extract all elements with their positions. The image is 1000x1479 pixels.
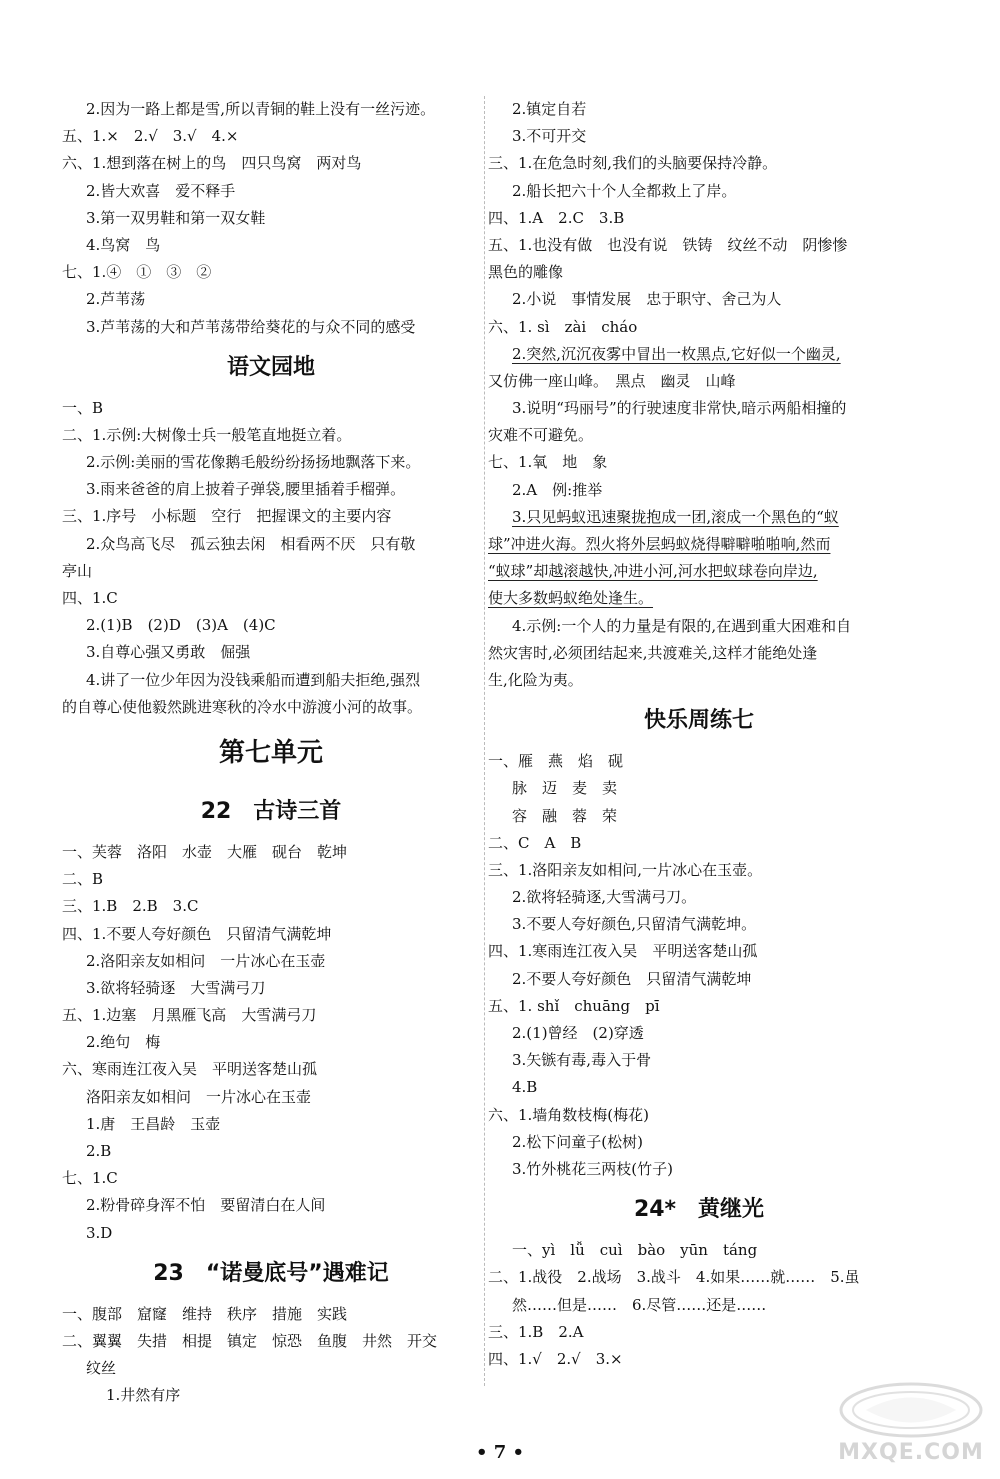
answer-line: 三、1.序号 小标题 空行 把握课文的主要内容 xyxy=(62,507,392,526)
right-column xyxy=(488,96,910,1373)
answer-line: 又仿佛一座山峰。 黑点 幽灵 山峰 xyxy=(488,371,736,390)
answer-line: 3.只见蚂蚁迅速聚拢抱成一团,滚成一个黑色的“蚁 xyxy=(512,507,839,526)
answer-line: 脉 迈 麦 卖 xyxy=(512,779,618,798)
answer-line: 4.鸟窝 鸟 xyxy=(86,235,161,254)
answer-line: 三、1.B 2.A xyxy=(488,1322,584,1341)
answer-line: 六、寒雨连江夜入吴 平明送客楚山孤 xyxy=(62,1060,318,1079)
answer-line: 二、C A B xyxy=(488,833,582,852)
answer-line: 二、翼翼 失措 相提 镇定 惊恐 鱼腹 井然 开交 xyxy=(62,1331,438,1350)
answer-line: 亭山 xyxy=(62,561,93,580)
answer-line: 2.皆大欢喜 爱不释手 xyxy=(86,181,236,200)
answer-line: 纹丝 xyxy=(86,1359,117,1378)
answer-line: 2.不要人夸好颜色 只留清气满乾坤 xyxy=(512,969,752,988)
answer-line: 2.松下问童子(松树) xyxy=(512,1132,644,1151)
answer-line: 二、1.战役 2.战场 3.战斗 4.如果……就…… 5.虽 xyxy=(488,1268,860,1287)
page-number: • 7 • xyxy=(475,1442,525,1463)
answer-line: 灾难不可避免。 xyxy=(488,426,594,445)
section-heading: 第七单元 xyxy=(218,737,323,768)
answer-line: 六、1.想到落在树上的鸟 四只鸟窝 两对鸟 xyxy=(62,154,362,173)
answer-line: 3.说明“玛丽号”的行驶速度非常快,暗示两船相撞的 xyxy=(512,399,847,418)
answer-line: 3.不可开交 xyxy=(512,127,587,146)
answer-line: 一、yì lǚ cuì bào yūn táng xyxy=(512,1241,758,1260)
answer-line: 三、1.B 2.B 3.C xyxy=(62,897,199,916)
answer-line: 七、1.④ ① ③ ② xyxy=(62,263,212,282)
answer-line: 4.B xyxy=(512,1078,538,1097)
answer-line: 3.雨来爸爸的肩上披着子弹袋,腰里插着手榴弹。 xyxy=(86,480,406,499)
section-heading: 24* 黄继光 xyxy=(633,1197,765,1223)
answer-line: 四、1.√ 2.√ 3.× xyxy=(488,1349,623,1368)
answer-line: 容 融 蓉 荣 xyxy=(512,806,618,825)
answer-line: 二、1.示例:大树像士兵一般笔直地挺立着。 xyxy=(62,425,352,444)
column-divider xyxy=(484,96,486,1386)
answer-line: 一、腹部 窟窿 维持 秩序 措施 实践 xyxy=(62,1304,348,1323)
answer-line: 四、1.不要人夸好颜色 只留清气满乾坤 xyxy=(62,924,332,943)
answer-line: 2.绝句 梅 xyxy=(86,1033,161,1052)
answer-line: 一、芙蓉 洛阳 水壶 大雁 砚台 乾坤 xyxy=(62,842,348,861)
answer-line: 黑色的雕像 xyxy=(488,263,564,282)
answer-line: 2.镇定自若 xyxy=(512,100,587,118)
answer-line: 2.洛阳亲友如相问 一片冰心在玉壶 xyxy=(86,951,326,970)
answer-line: 2.B xyxy=(86,1142,112,1160)
answer-line: 2.粉骨碎身浑不怕 要留清白在人间 xyxy=(86,1196,326,1215)
section-heading: 语文园地 xyxy=(226,354,315,380)
answer-line: 的自尊心使他毅然跳进寒秋的冷水中游渡小河的故事。 xyxy=(62,697,423,716)
answer-line: 2.芦苇荡 xyxy=(86,290,146,309)
answer-line: 1.井然有序 xyxy=(106,1386,181,1405)
answer-line: 五、1.也没有做 也没有说 铁铸 纹丝不动 阴惨惨 xyxy=(488,235,848,254)
answer-line: 2.因为一路上都是雪,所以青铜的鞋上没有一丝污迹。 xyxy=(86,100,436,118)
answer-line: 2.A 例:推举 xyxy=(512,480,603,499)
section-heading: 22 古诗三首 xyxy=(200,798,342,824)
answer-line: 一、B xyxy=(62,398,104,417)
answer-line: 2.(1)曾经 (2)穿透 xyxy=(512,1024,644,1042)
answer-line: 2.小说 事情发展 忠于职守、舍己为人 xyxy=(512,290,782,309)
answer-line: 洛阳亲友如相问 一片冰心在玉壶 xyxy=(86,1087,312,1106)
answer-line: 五、1.× 2.√ 3.√ 4.× xyxy=(62,127,239,146)
answer-line: 四、1.A 2.C 3.B xyxy=(488,208,625,227)
section-heading: 23 “诺曼底号”遇难记 xyxy=(153,1260,389,1286)
answer-line: 生,化险为夷。 xyxy=(488,670,583,689)
answer-line: 七、1.氧 地 象 xyxy=(488,453,608,472)
left-column xyxy=(62,96,480,1410)
answer-line: 4.示例:一个人的力量是有限的,在遇到重大困难和自 xyxy=(512,616,852,635)
answer-line: 然灾害时,必须团结起来,共渡难关,这样才能绝处逢 xyxy=(488,643,818,662)
answer-line: 二、B xyxy=(62,870,104,889)
answer-line: 五、1.边塞 月黑雁飞高 大雪满弓刀 xyxy=(62,1006,317,1025)
answer-line: 球”冲进火海。烈火将外层蚂蚁烧得噼噼啪啪响,然而 xyxy=(488,535,831,553)
watermark-logo-icon xyxy=(836,1380,986,1440)
answer-line: 3.竹外桃花三两枝(竹子) xyxy=(512,1159,674,1178)
answer-line: 3.矢镞有毒,毒入于骨 xyxy=(512,1051,652,1070)
answer-line: 四、1.寒雨连江夜入吴 平明送客楚山孤 xyxy=(488,942,758,961)
answer-line: 三、1.洛阳亲友如相问,一片冰心在玉壶。 xyxy=(488,860,763,879)
answer-line: 使大多数蚂蚁绝处逢生。 xyxy=(488,589,654,608)
answer-line: 3.不要人夸好颜色,只留清气满乾坤。 xyxy=(512,915,757,934)
watermark xyxy=(836,1380,986,1472)
answer-line: “蚁球”却越滚越快,冲进小河,河水把蚁球卷向岸边, xyxy=(488,562,818,581)
answer-line: 一、雁 燕 焰 砚 xyxy=(488,752,624,771)
answer-line: 2.船长把六十个人全都救上了岸。 xyxy=(512,181,737,200)
answer-line: 六、1.墙角数枝梅(梅花) xyxy=(488,1105,650,1124)
answer-line: 3.第一双男鞋和第一双女鞋 xyxy=(86,208,266,227)
watermark-url: MXQE.COM xyxy=(838,1440,984,1465)
answer-line: 四、1.C xyxy=(62,589,118,607)
answer-line: 2.众鸟高飞尽 孤云独去闲 相看两不厌 只有敬 xyxy=(86,534,416,553)
answer-line: 3.自尊心强又勇敢 倔强 xyxy=(86,643,251,662)
answer-line: 五、1. shǐ chuāng pī xyxy=(488,996,660,1015)
answer-line: 2.(1)B (2)D (3)A (4)C xyxy=(86,616,276,635)
answer-line: 1.唐 王昌龄 玉壶 xyxy=(86,1114,221,1133)
answer-line: 3.D xyxy=(86,1223,113,1242)
answer-line: 3.欲将轻骑逐 大雪满弓刀 xyxy=(86,978,266,997)
answer-line: 然……但是…… 6.尽管……还是…… xyxy=(512,1295,767,1314)
answer-line: 六、1. sì zài cháo xyxy=(488,317,638,336)
answer-line: 七、1.C xyxy=(62,1169,118,1188)
answer-line: 2.突然,沉沉夜雾中冒出一枚黑点,它好似一个幽灵, xyxy=(512,344,841,363)
section-heading: 快乐周练七 xyxy=(643,708,754,734)
answer-line: 三、1.在危急时刻,我们的头脑要保持冷静。 xyxy=(488,154,778,173)
answer-line: 2.欲将轻骑逐,大雪满弓刀。 xyxy=(512,888,697,907)
answer-line: 4.讲了一位少年因为没钱乘船而遭到船夫拒绝,强烈 xyxy=(86,670,421,689)
answer-line: 2.示例:美丽的雪花像鹅毛般纷纷扬扬地飘落下来。 xyxy=(86,453,421,472)
answer-line: 3.芦苇荡的大和芦苇荡带给葵花的与众不同的感受 xyxy=(86,317,416,336)
